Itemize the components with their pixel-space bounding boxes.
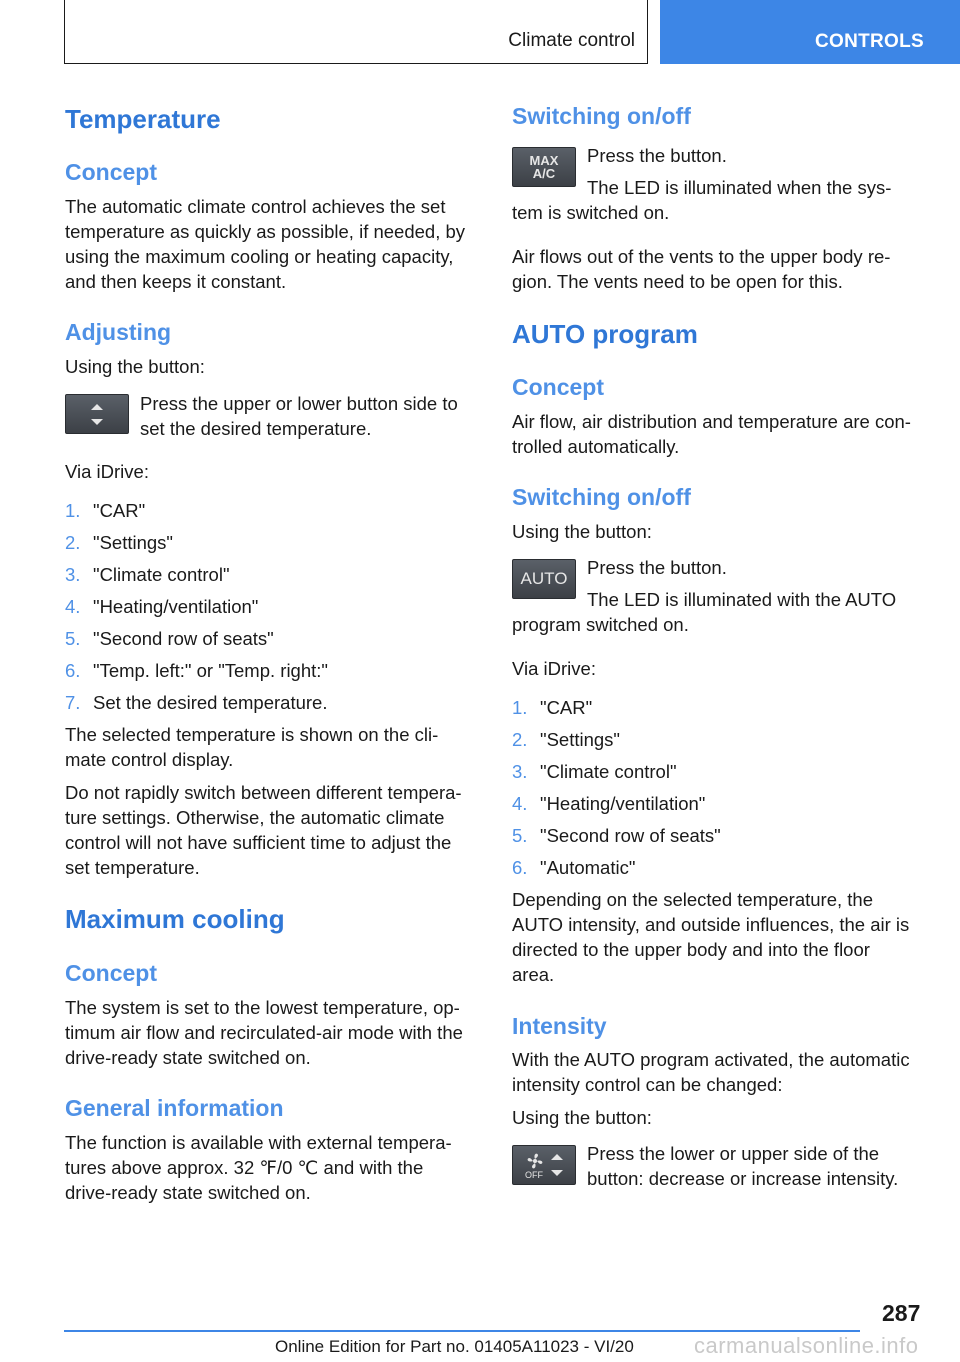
controls-tab xyxy=(660,0,960,64)
concept-line-1: The automatic climate control achieves the set xyxy=(65,196,446,217)
heading-temperature: Temperature xyxy=(65,104,221,134)
switch-line-3: tem is switched on. xyxy=(512,202,670,223)
general-line-1: The function is available with external tempera- xyxy=(65,1132,452,1153)
using-button-text-2: Using the button: xyxy=(512,521,652,542)
auto-concept-line-2: trolled automatically. xyxy=(512,436,680,457)
heading-concept: Concept xyxy=(65,159,157,185)
intensity-line-2: intensity control can be changed: xyxy=(512,1074,783,1095)
rapid-line-1: Do not rapidly switch between different tempera- xyxy=(65,782,462,803)
max-concept-line-3: drive-ready state switched on. xyxy=(65,1047,311,1068)
rapid-line-4: set temperature. xyxy=(65,857,200,878)
adjust-line-2: set the desired temperature. xyxy=(140,418,372,439)
step-text: "Settings" xyxy=(93,532,173,553)
concept-line-2: temperature as quickly as possible, if needed, by xyxy=(65,221,466,242)
rapid-line-2: ture settings. Otherwise, the automatic climate xyxy=(65,807,445,828)
step-text: "Settings" xyxy=(540,729,620,750)
step-text: "Temp. left:" or "Temp. right:" xyxy=(93,660,328,681)
step-text: "Climate control" xyxy=(93,564,230,585)
max-ac-button-label: MAX A/C xyxy=(529,153,559,181)
depending-line-2: AUTO intensity, and outside influences, the air is xyxy=(512,914,910,935)
footer-divider xyxy=(64,1330,860,1332)
via-idrive-text: Via iDrive: xyxy=(65,461,149,482)
heading-switching-on-off-2: Switching on/off xyxy=(512,484,691,510)
heading-intensity: Intensity xyxy=(512,1013,607,1039)
heading-concept-3: Concept xyxy=(512,374,604,400)
using-button-text: Using the button: xyxy=(65,356,205,377)
step-text: "Climate control" xyxy=(540,761,677,782)
via-idrive-text-2: Via iDrive: xyxy=(512,658,596,679)
intensity-line-1: With the AUTO program activated, the automatic xyxy=(512,1049,910,1070)
watermark-text: carmanualsonline.info xyxy=(694,1333,919,1358)
step-text: "Automatic" xyxy=(540,857,636,878)
step-number: 6. xyxy=(65,660,81,681)
step-text: "Second row of seats" xyxy=(540,825,721,846)
heading-auto-program: AUTO program xyxy=(512,319,698,349)
intensity-btn-line-1: Press the lower or upper side of the xyxy=(587,1143,880,1164)
heading-general-information: General information xyxy=(65,1095,284,1121)
step-number: 6. xyxy=(512,857,528,878)
step-number: 1. xyxy=(512,697,528,718)
temperature-rocker-button-image xyxy=(65,394,129,434)
auto-line-2: The LED is illuminated with the AUTO xyxy=(587,589,897,610)
step-number: 5. xyxy=(512,825,528,846)
auto-line-1: Press the button. xyxy=(587,557,727,578)
airflow-line-2: gion. The vents need to be open for this. xyxy=(512,271,843,292)
step-text: "Second row of seats" xyxy=(93,628,274,649)
general-line-3: drive-ready state switched on. xyxy=(65,1182,311,1203)
shown-line-2: mate control display. xyxy=(65,749,234,770)
max-concept-line-1: The system is set to the lowest temperature, op- xyxy=(65,997,460,1018)
heading-concept-2: Concept xyxy=(65,960,157,986)
concept-line-3: using the maximum cooling or heating capacity, xyxy=(65,246,454,267)
footer-edition-text: Online Edition for Part no. 01405A11023 - VI/20 xyxy=(275,1337,634,1356)
using-button-text-3: Using the button: xyxy=(512,1107,652,1128)
up-down-arrows-icon xyxy=(66,395,128,433)
max-ac-button-image xyxy=(512,147,576,187)
auto-button-image xyxy=(512,559,576,599)
auto-concept-line-1: Air flow, air distribution and temperature are con- xyxy=(512,411,911,432)
airflow-line-1: Air flows out of the vents to the upper body re- xyxy=(512,246,891,267)
depending-line-4: area. xyxy=(512,964,555,985)
step-text: Set the desired temperature. xyxy=(93,692,328,713)
step-number: 4. xyxy=(512,793,528,814)
adjust-line-1: Press the upper or lower button side to xyxy=(140,393,458,414)
fan-intensity-button-image xyxy=(512,1145,576,1185)
heading-maximum-cooling: Maximum cooling xyxy=(65,904,285,934)
step-number: 5. xyxy=(65,628,81,649)
max-concept-line-2: timum air flow and recirculated-air mode with the xyxy=(65,1022,463,1043)
controls-tab-label: CONTROLS xyxy=(815,31,925,52)
depending-line-3: directed to the upper body and into the floor xyxy=(512,939,870,960)
auto-button-label: AUTO xyxy=(520,569,568,588)
step-number: 7. xyxy=(65,692,81,713)
depending-line-1: Depending on the selected temperature, the xyxy=(512,889,873,910)
step-text: "Heating/ventilation" xyxy=(93,596,259,617)
section-title: Climate control xyxy=(508,30,635,51)
step-number: 3. xyxy=(512,761,528,782)
heading-switching-on-off: Switching on/off xyxy=(512,103,691,129)
step-text: "Heating/ventilation" xyxy=(540,793,706,814)
step-text: "CAR" xyxy=(93,500,146,521)
concept-line-4: and then keeps it constant. xyxy=(65,271,287,292)
heading-adjusting: Adjusting xyxy=(65,319,172,345)
switch-line-2: The LED is illuminated when the sys- xyxy=(587,177,892,198)
step-number: 3. xyxy=(65,564,81,585)
shown-line-1: The selected temperature is shown on the cli- xyxy=(65,724,439,745)
fan-arrows-icon xyxy=(513,1146,575,1184)
fan-button-off-label: OFF xyxy=(525,1170,543,1180)
switch-line-1: Press the button. xyxy=(587,145,727,166)
step-number: 4. xyxy=(65,596,81,617)
header-section-box xyxy=(64,0,648,64)
step-number: 1. xyxy=(65,500,81,521)
step-text: "CAR" xyxy=(540,697,593,718)
intensity-btn-line-2: button: decrease or increase intensity. xyxy=(587,1168,899,1189)
auto-line-3: program switched on. xyxy=(512,614,689,635)
page-number: 287 xyxy=(882,1300,921,1326)
general-line-2: tures above approx. 32 ℉/0 ℃ and with the xyxy=(65,1157,424,1178)
step-number: 2. xyxy=(65,532,81,553)
step-number: 2. xyxy=(512,729,528,750)
rapid-line-3: control will not have sufficient time to adjust the xyxy=(65,832,452,853)
